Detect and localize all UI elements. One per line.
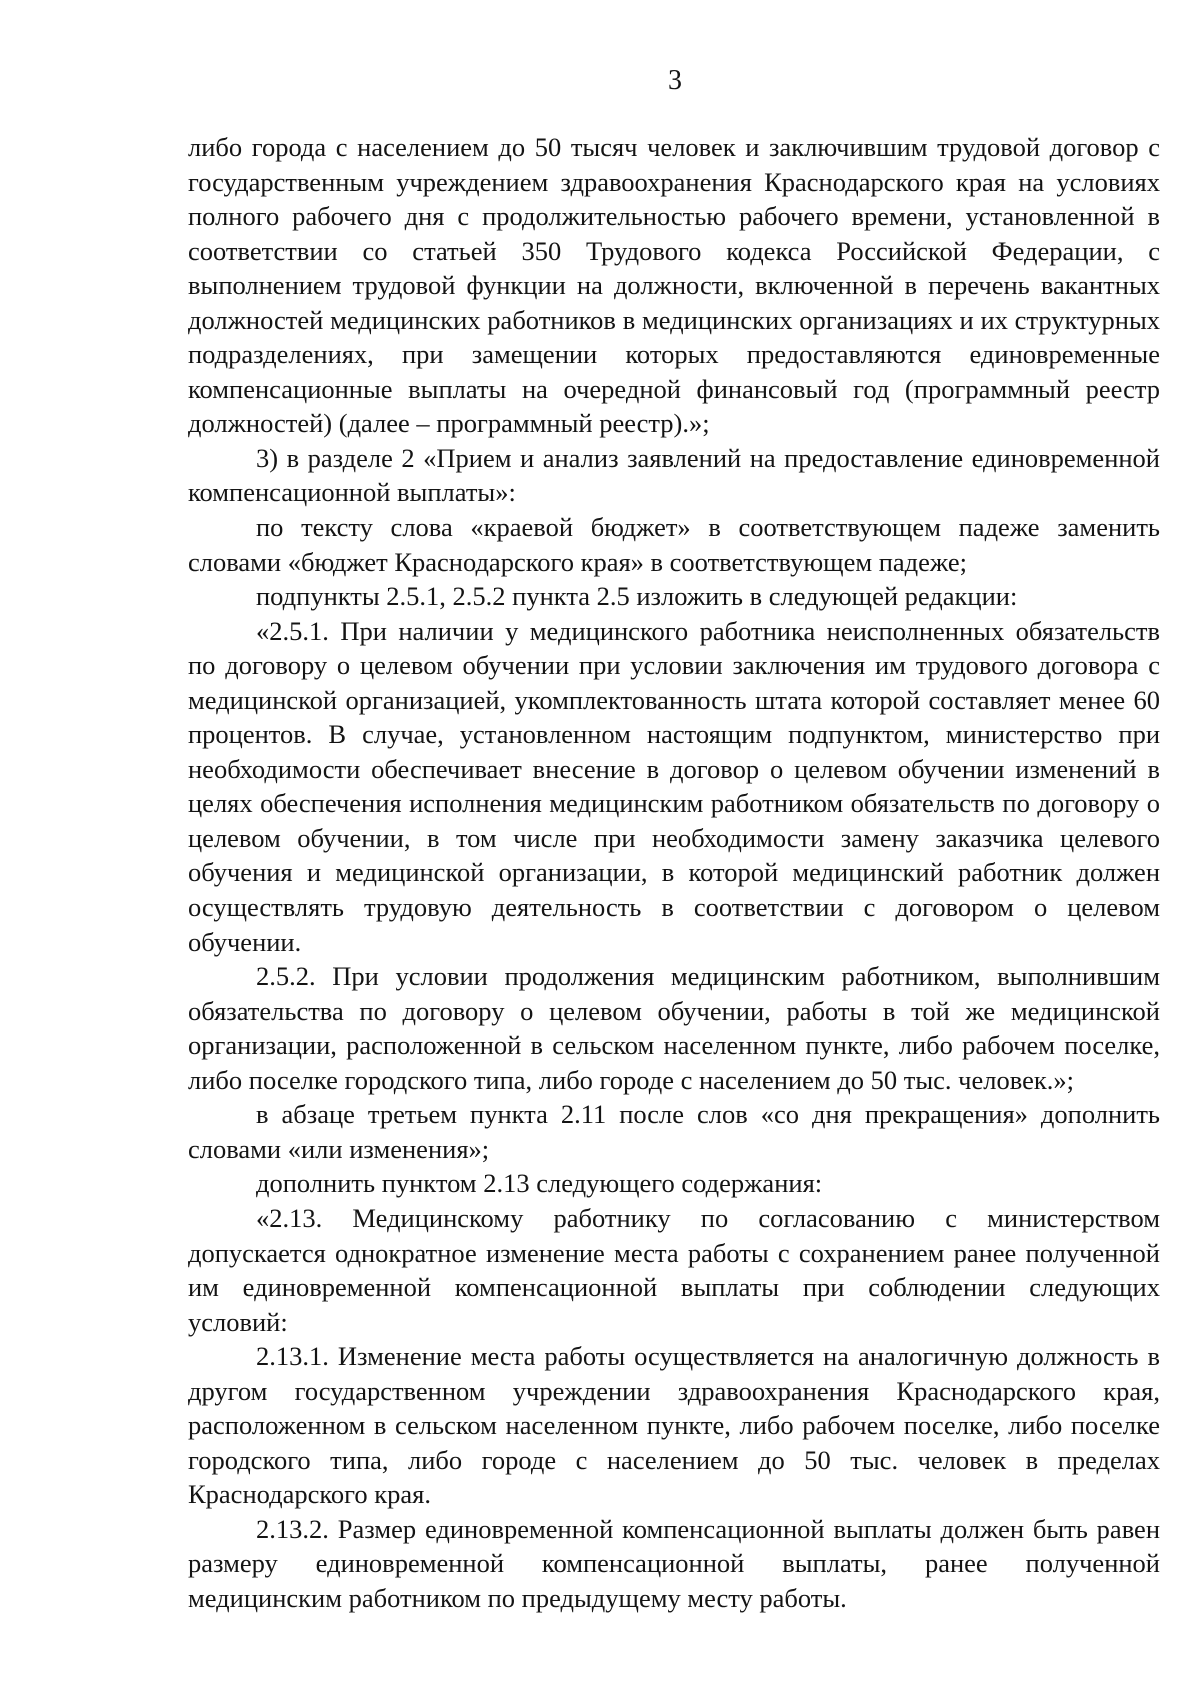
paragraph-2-11: в абзаце третьем пункта 2.11 после слов «со дня прекращения» дополнить словами «или изменения»; [188, 1099, 1160, 1164]
paragraph-2-13: «2.13. Медицинскому работнику по согласованию с министерством допускается однократное изменение места работы с сохранением ранее полученной им единовременной компенсационной выплаты при соблюдении следующих условий: [188, 1202, 1160, 1337]
paragraph-2-13-2: 2.13.2. Размер единовременной компенсационной выплаты должен быть равен размеру единовременной компенсационной выплаты, ранее полученной медицинским работником по предыдущему месту работы. [188, 1513, 1160, 1613]
paragraph-2-5-1: «2.5.1. При наличии у медицинского работника неисполненных обязательств по договору о целевом обучении при условии заключения им трудового договора с медицинской организацией, укомплектованность штата которой составляет менее 60 процентов. В случае, установленном настоящим подпунктом, министерство при необходимости обеспечивает внесение в договор о целевом обучении изменений в целях обеспечения исполнения медицинским работником обязательств по договору о целевом обучении, в том числе при необходимости замену заказчика целевого обучения и медицинской организации, в которой медицинский работник должен осуществлять трудовую деятельность в соответствии с договором о целевом обучении. [188, 615, 1160, 957]
paragraph-add-2-13: дополнить пунктом 2.13 следующего содержания: [256, 1168, 823, 1199]
paragraph-2-5-2: 2.5.2. При условии продолжения медицинским работником, выполнившим обязательства по договору о целевом обучении, работы в той же медицинской организации, расположенной в сельском населенном пункте, либо рабочем поселке, либо поселке городского типа, либо городе с населением до 50 тыс. человек.»; [188, 961, 1160, 1095]
paragraph-subitems-intro: подпункты 2.5.1, 2.5.2 пункта 2.5 изложить в следующей редакции: [256, 581, 1018, 612]
page-number: 3 [668, 65, 682, 96]
paragraph-2-13-1: 2.13.1. Изменение места работы осуществляется на аналогичную должность в другом государственном учреждении здравоохранения Краснодарского края, расположенном в сельском населенном пункте, либо рабочем поселке, либо поселке городского типа, либо городе с населением до 50 тыс. человек в пределах Краснодарского края. [188, 1341, 1160, 1510]
paragraph-replace-budget: по тексту слова «краевой бюджет» в соответствующем падеже заменить словами «бюджет Краснодарского края» в соответствующем падеже; [188, 512, 1160, 577]
paragraph-continuation: либо города с населением до 50 тысяч человек и заключившим трудовой договор с государственным учреждением здравоохранения Краснодарского края на условиях полного рабочего дня с продолжительностью рабочего времени, установленной в соответствии со статьей 350 Трудового кодекса Российской Федерации, с выполнением трудовой функции на должности, включенной в перечень вакантных должностей медицинских работников в медицинских организациях и их структурных подразделениях, при замещении которых предоставляются единовременные компенсационные выплаты на очередной финансовый год (программный реестр должностей) (далее – программный реестр).»; [188, 132, 1160, 439]
paragraph-item-3: 3) в разделе 2 «Прием и анализ заявлений на предоставление единовременной компенсационной выплаты»: [188, 442, 1160, 508]
document-body [188, 130, 1160, 1616]
